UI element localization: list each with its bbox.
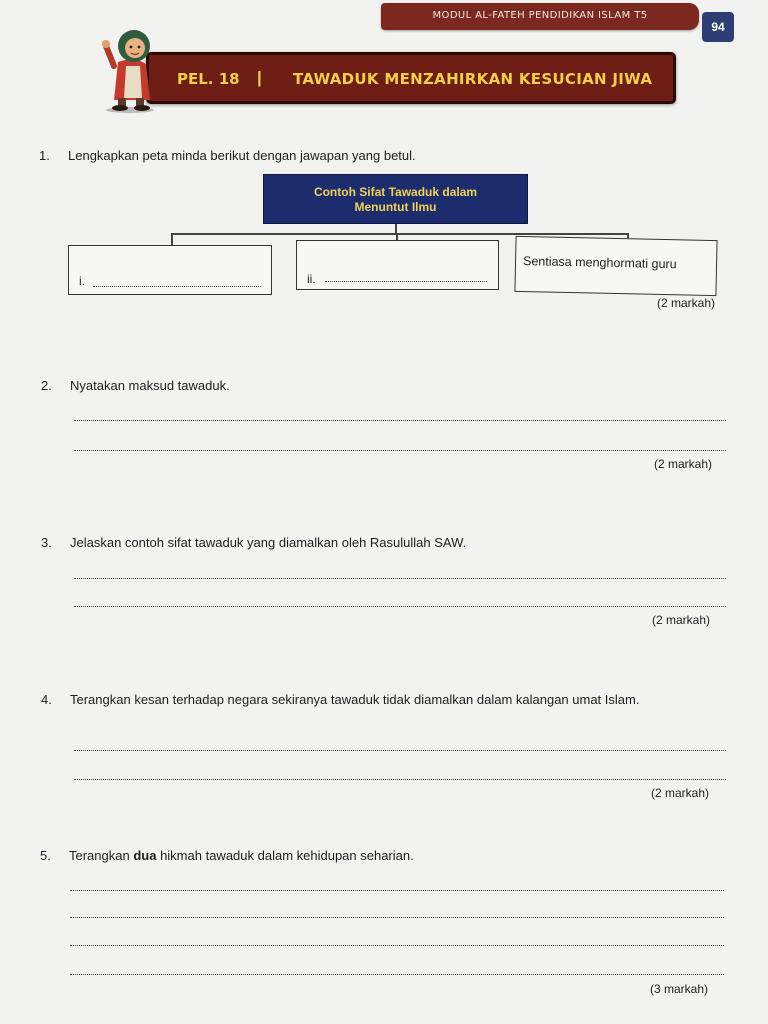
mind-map-root-line-2: Menuntut Ilmu: [354, 200, 437, 214]
marks-label: (3 markah): [650, 982, 709, 996]
question-text: [69, 848, 719, 863]
marks-label: (2 markah): [654, 457, 713, 471]
branch-label: i.: [79, 274, 85, 288]
title-separator: |: [257, 68, 262, 87]
question-text-emphasis: dua: [133, 848, 157, 863]
mind-map-root-line-1: Contoh Sifat Tawaduk dalam: [313, 185, 478, 199]
question-number: 3.: [41, 535, 52, 550]
question-text-start: Terangkan: [69, 848, 134, 863]
answer-line[interactable]: [325, 281, 487, 282]
answer-line[interactable]: [70, 917, 724, 918]
answer-line[interactable]: [74, 578, 726, 579]
mascot-illustration-icon: [100, 26, 166, 114]
branch-label: ii.: [307, 272, 316, 286]
answer-line[interactable]: [93, 286, 261, 287]
mind-map-branch-1[interactable]: [68, 245, 272, 295]
connector-line: [396, 233, 398, 240]
module-title: MODUL AL-FATEH PENDIDIKAN ISLAM T5: [432, 10, 648, 21]
answer-line[interactable]: [74, 420, 726, 421]
lesson-number: PEL. 18: [177, 70, 240, 88]
page-number: 94: [702, 12, 734, 42]
question-number: 5.: [40, 848, 51, 863]
answer-line[interactable]: [70, 890, 724, 891]
connector-line: [171, 233, 628, 235]
branch-label: Sentiasa menghormati guru: [522, 254, 677, 272]
mind-map-branch-3: [514, 236, 717, 296]
mind-map-root: [263, 174, 528, 224]
marks-label: (2 markah): [651, 786, 710, 800]
question-text-end: hikmah tawaduk dalam kehidupan seharian.: [156, 848, 414, 863]
question-text: Terangkan kesan terhadap negara sekiranya tawaduk tidak diamalkan dalam kalangan umat Islam.: [70, 692, 640, 707]
answer-line[interactable]: [74, 606, 726, 607]
question-text: Nyatakan maksud tawaduk.: [70, 378, 230, 393]
answer-line[interactable]: [74, 779, 726, 780]
question-text: Jelaskan contoh sifat tawaduk yang diamalkan oleh Rasulullah SAW.: [70, 535, 467, 550]
answer-line[interactable]: [70, 974, 724, 975]
answer-line[interactable]: [74, 750, 726, 751]
answer-line[interactable]: [74, 450, 726, 451]
lesson-title: TAWADUK MENZAHIRKAN KESUCIAN JIWA: [293, 70, 653, 88]
connector-line: [171, 233, 173, 245]
lesson-title-bar: [146, 52, 676, 104]
question-number: 1.: [39, 148, 50, 163]
module-banner: [381, 3, 699, 30]
mind-map-branch-2[interactable]: [296, 240, 499, 290]
answer-line[interactable]: [70, 945, 724, 946]
marks-label: (2 markah): [657, 296, 716, 310]
question-text: Lengkapkan peta minda berikut dengan jawapan yang betul.: [68, 148, 416, 163]
marks-label: (2 markah): [652, 613, 711, 627]
question-number: 2.: [41, 378, 52, 393]
question-number: 4.: [41, 692, 52, 707]
